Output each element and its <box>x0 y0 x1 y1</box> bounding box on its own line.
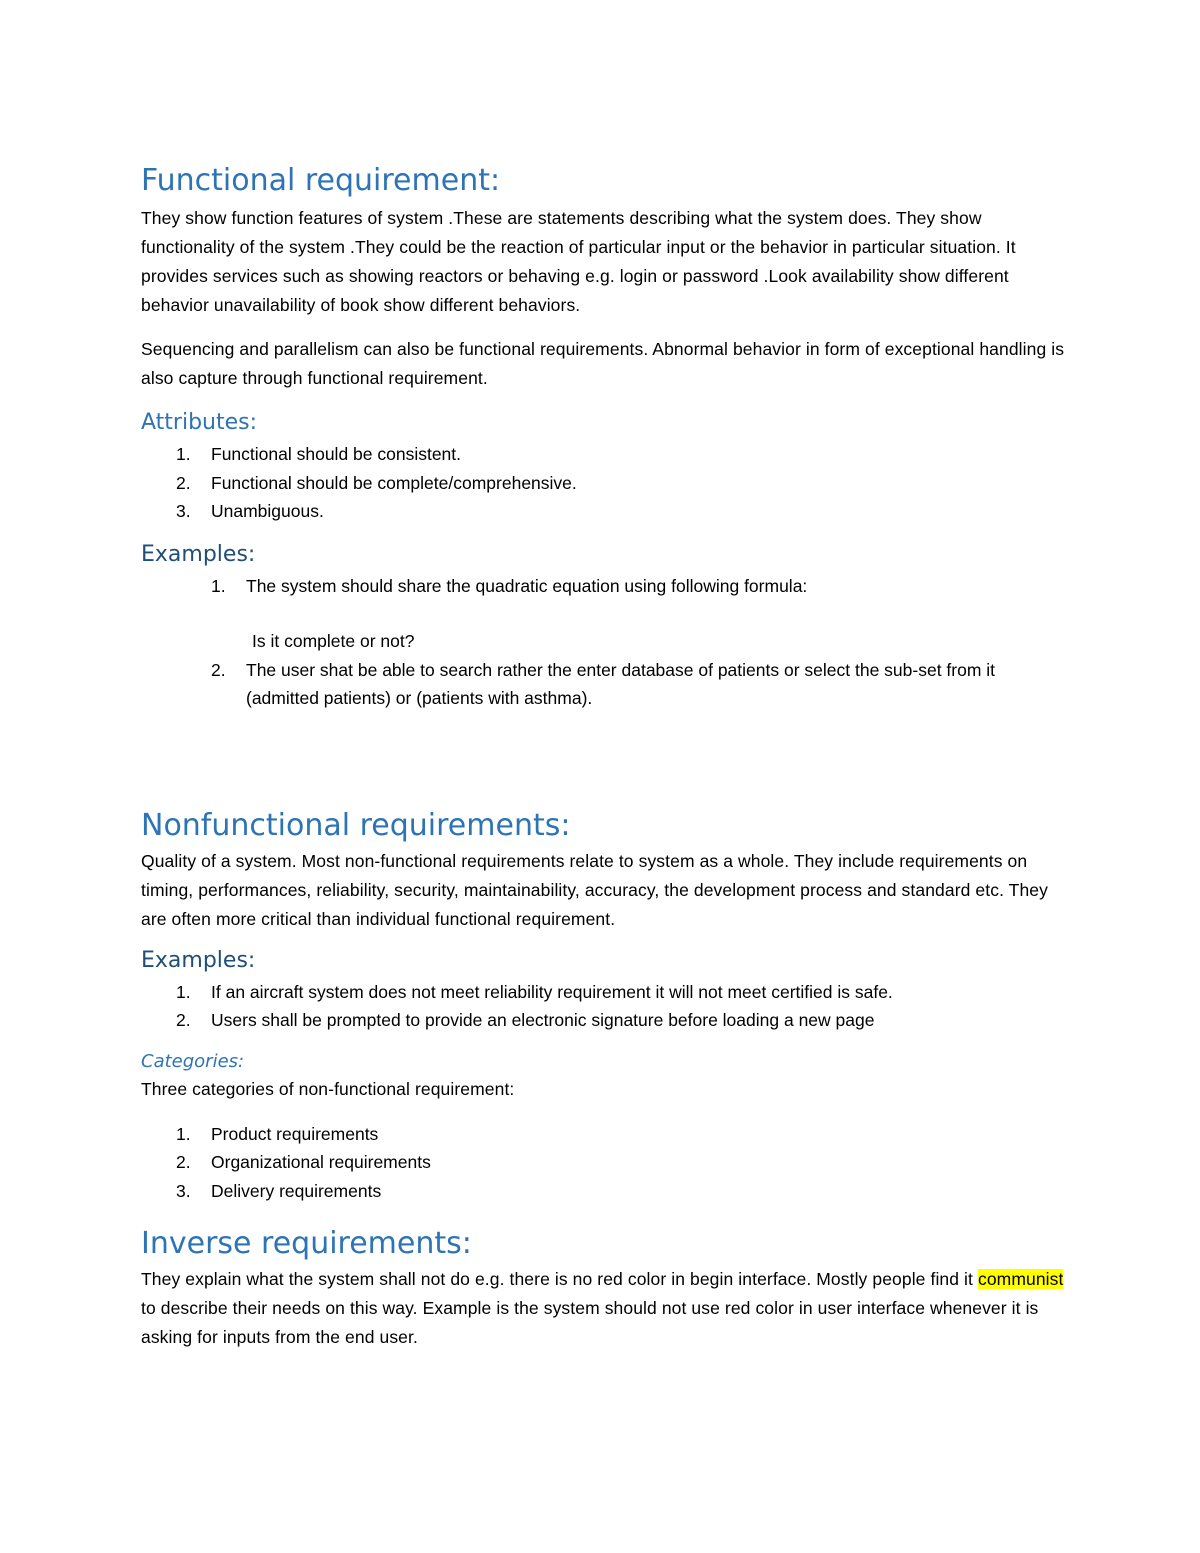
functional-paragraph-1: They show function features of system .These are statements describing what the system does. They show functionality of the system .They could be the reaction of particular input or the behavior in particular situation. It provides services such as showing reactors or behaving e.g. login or password .Look availability show different behavior unavailability of book show different behaviors. <box>141 208 1016 315</box>
nonfunctional-paragraph: Quality of a system. Most non-functional requirements relate to system as a whole. They include requirements on timing, performances, reliability, security, maintainability, accuracy, the development process and standard etc. They are often more critical than individual functional requirement. <box>141 850 1048 929</box>
highlighted-word: communist <box>977 1269 1064 1289</box>
functional-examples-list-2 <box>141 656 1066 713</box>
inverse-requirements-heading: Inverse requirements: <box>141 1226 472 1261</box>
categories-list <box>141 1120 1066 1206</box>
document-page <box>141 160 1066 1352</box>
functional-examples-list <box>141 572 1066 601</box>
nonfunctional-requirements-heading: Nonfunctional requirements: <box>141 807 571 843</box>
list-item: 1. Product requirements <box>176 1123 379 1144</box>
example-question: Is it complete or not? <box>252 631 415 651</box>
inverse-paragraph: They explain what the system shall not do e.g. there is no red color in begin interface. Mostly people find it communist to describe their needs on this way. Example is the system should not use red color in user interface whenever it is asking for inputs from the end user. <box>141 1269 1064 1347</box>
list-item: 2. Functional should be complete/comprehensive. <box>176 472 577 493</box>
list-item: 3. Unambiguous. <box>176 501 324 521</box>
categories-intro: Three categories of non-functional requirement: <box>141 1078 515 1099</box>
attributes-list <box>141 440 1066 526</box>
list-item: 2. Users shall be prompted to provide an electronic signature before loading a new page <box>176 1010 875 1030</box>
list-item: 1. The system should share the quadratic equation using following formula: <box>211 575 808 596</box>
functional-examples-heading: Examples: <box>141 541 256 567</box>
list-item: 3. Delivery requirements <box>176 1180 382 1201</box>
categories-heading: Categories: <box>141 1050 245 1072</box>
list-item: 1. Functional should be consistent. <box>176 444 462 464</box>
functional-requirement-heading: Functional requirement: <box>141 163 501 198</box>
list-item: 2. The user shat be able to search rather the enter database of patients or select the sub-set from it (admitted patients) or (patients with asthma). <box>211 659 996 708</box>
list-item: 2. Organizational requirements <box>176 1152 431 1172</box>
functional-paragraph-2: Sequencing and parallelism can also be functional requirements. Abnormal behavior in form of exceptional handling is also capture through functional requirement. <box>141 339 1065 388</box>
list-item: 1. If an aircraft system does not meet reliability requirement it will not meet certified is safe. <box>176 981 893 1002</box>
nonfunctional-examples-heading: Examples: <box>141 947 256 973</box>
nonfunctional-examples-list <box>141 978 1066 1035</box>
attributes-heading: Attributes: <box>141 410 258 435</box>
